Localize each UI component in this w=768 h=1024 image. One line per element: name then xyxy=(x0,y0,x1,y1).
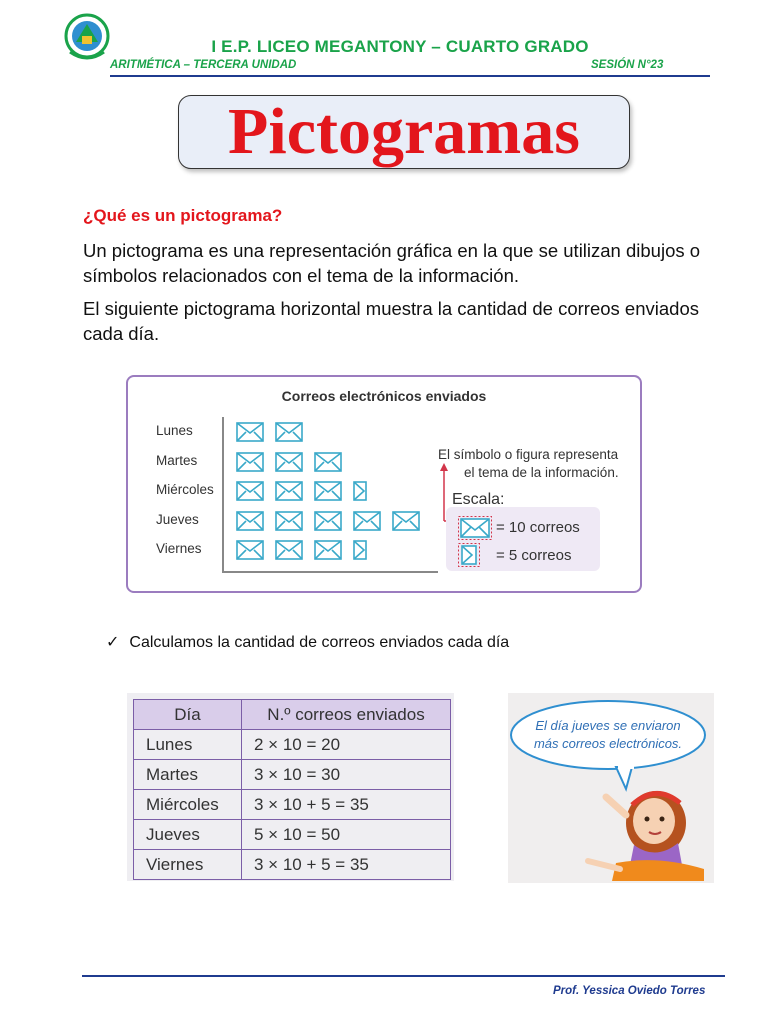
check-icon: ✓ xyxy=(106,634,120,651)
envelope-icon xyxy=(314,540,342,560)
pictogram-day-label: Jueves xyxy=(156,511,199,527)
cell-day: Lunes xyxy=(134,730,242,760)
cell-day: Miércoles xyxy=(134,790,242,820)
table-row xyxy=(134,760,451,790)
envelope-icon xyxy=(236,481,264,501)
envelope-icon xyxy=(236,540,264,560)
cell-day: Martes xyxy=(134,760,242,790)
footer-rule xyxy=(82,975,725,977)
cell-count: 3 × 10 + 5 = 35 xyxy=(242,790,451,820)
half-envelope-icon-scale xyxy=(458,543,480,567)
cell-count: 5 × 10 = 50 xyxy=(242,820,451,850)
envelope-icon-scale-full xyxy=(458,516,492,540)
header-rule xyxy=(110,75,710,77)
cell-count: 3 × 10 = 30 xyxy=(242,760,451,790)
cell-count: 3 × 10 + 5 = 35 xyxy=(242,850,451,880)
emails-table xyxy=(133,699,451,880)
envelope-icon xyxy=(314,511,342,531)
pictogram-axis-vertical xyxy=(222,417,224,572)
envelope-icon xyxy=(275,540,303,560)
page-title: Pictogramas xyxy=(228,95,580,168)
envelope-icon xyxy=(236,452,264,472)
envelope-icon xyxy=(314,481,342,501)
pictogram-axis-horizontal xyxy=(222,571,438,573)
header-count: N.º correos enviados xyxy=(242,700,451,730)
cell-count: 2 × 10 = 20 xyxy=(242,730,451,760)
girl-illustration xyxy=(508,693,714,883)
checkline xyxy=(106,632,509,652)
girl-drawing xyxy=(508,693,714,883)
envelope-icon xyxy=(392,511,420,531)
half-envelope-icon xyxy=(353,481,367,501)
pictogram-note-line2: el tema de la información. xyxy=(464,465,619,480)
paragraph-definition: Un pictograma es una representación gráfica en la que se utilizan dibujos o símbolos relacionados con el tema de la información. xyxy=(83,240,701,286)
envelope-icon xyxy=(275,481,303,501)
pictogram-figure xyxy=(126,375,642,593)
scale-half-text: = 5 correos xyxy=(496,547,572,564)
table-header-row xyxy=(134,700,451,730)
pictogram-day-label: Viernes xyxy=(156,541,202,556)
envelope-icon xyxy=(236,422,264,442)
question-heading: ¿Qué es un pictograma? xyxy=(83,206,283,225)
envelope-icon xyxy=(236,511,264,531)
table-row xyxy=(134,790,451,820)
checkline-text: Calculamos la cantidad de correos enviados cada día xyxy=(129,634,510,651)
half-envelope-icon xyxy=(353,540,367,560)
session-label: SESIÓN N°23 xyxy=(591,59,664,71)
scale-full-text: = 10 correos xyxy=(496,519,580,536)
speech-line1: El día jueves se enviaron xyxy=(535,718,681,733)
subject-label: ARITMÉTICA – TERCERA UNIDAD xyxy=(110,59,297,71)
pictogram-day-label: Martes xyxy=(156,452,198,468)
envelope-icon xyxy=(353,511,381,531)
pictogram-title: Correos electrónicos enviados xyxy=(281,388,487,404)
school-name: I E.P. LICEO MEGANTONY – CUARTO GRADO xyxy=(211,37,589,56)
cell-day: Viernes xyxy=(134,850,242,880)
table-row xyxy=(134,850,451,880)
cell-day: Jueves xyxy=(134,820,242,850)
table-row xyxy=(134,730,451,760)
footer-author: Prof. Yessica Oviedo Torres xyxy=(553,985,706,997)
envelope-icon xyxy=(275,422,303,442)
pictogram-note-line1: El símbolo o figura representa xyxy=(438,447,619,462)
speech-line2: más correos electrónicos. xyxy=(533,736,683,751)
envelope-icon xyxy=(275,511,303,531)
pictogram-day-label: Lunes xyxy=(156,423,193,438)
header-day: Día xyxy=(134,700,242,730)
school-logo xyxy=(64,12,110,64)
scale-label: Escala: xyxy=(452,491,505,508)
pictogram-day-label: Miércoles xyxy=(156,482,214,497)
paragraph-intro: El siguiente pictograma horizontal muestra la cantidad de correos enviados cada día. xyxy=(83,298,699,344)
table-row xyxy=(134,820,451,850)
envelope-icon xyxy=(314,452,342,472)
envelope-icon xyxy=(275,452,303,472)
